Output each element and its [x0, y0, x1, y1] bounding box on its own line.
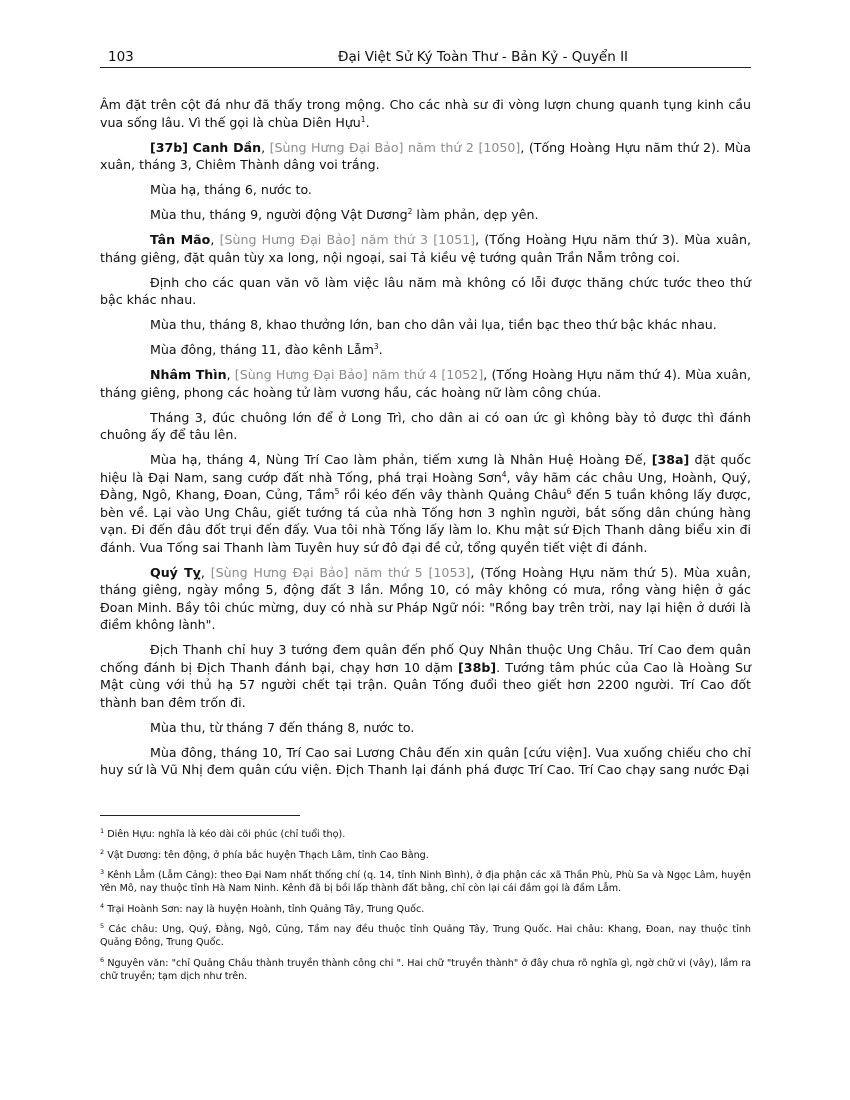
paragraph-tan-mao: Tân Mão, [Sùng Hưng Đại Bảo] năm thứ 3 [1051], (Tống Hoàng Hựu năm thứ 3). Mùa xuân, tháng giêng, đặt quân tùy xa long, nội ngoại, sai Tả kiều vệ tướng quân Trần Nẫm trông coi.	[100, 232, 752, 265]
footnote-separator	[100, 815, 300, 816]
footnote-5: $^5$ Các châu: Ung, Quý, Đằng, Ngô, Củng, Tầm nay đều thuộc tỉnh Quảng Tây, Trung Quốc. Hai châu: Khang, Đoan, nay thuộc tỉnh Quảng Đông, Trung Quốc.	[100, 921, 751, 948]
era-note: [Sùng Hưng Đại Bảo] năm thứ 5 [1053]	[210, 564, 471, 580]
footnote-1: $^1$ Diên Hựu: nghĩa là kéo dài cõi phúc (chỉ tuổi thọ).	[100, 826, 346, 840]
era-note: [Sùng Hưng Đại Bảo] năm thứ 4 [1052]	[234, 367, 484, 382]
footnote-ref-6[interactable]: 6	[566, 486, 572, 496]
footnote-6: $^6$ Nguyên văn: "chỉ Quảng Châu thành truyền thành công chi ". Hai chữ "truyền thành" ở đây chưa rõ nghĩa gì, ngờ chữ vi (vây), lầm ra chữ truyền; tạm dịch như trên.	[100, 955, 751, 982]
paragraph-nham-thin: Nhâm Thìn, [Sùng Hưng Đại Bảo] năm thứ 4 [1052], (Tống Hoàng Hựu năm thứ 4). Mùa xuân, tháng giêng, phong các hoàng tử làm vương hầu, các hoàng nữ làm công chúa.	[100, 367, 751, 400]
footnote-ref-1[interactable]: 1	[360, 114, 366, 124]
footnotes	[100, 828, 751, 990]
page-number: 103	[108, 49, 134, 65]
year-heading-nham-thin: Nhâm Thìn	[150, 367, 227, 382]
paragraph-8: Mùa đông, tháng 11, đào kênh Lẫm$^3$.	[150, 341, 383, 357]
page-header	[100, 47, 751, 68]
paragraph-1: Âm đặt trên cột đá như đã thấy trong mộng. Cho các nhà sư đi vòng lượn chung quanh tụng kinh cầu vua sống lâu. Vì thế gọi là chùa Diên Hựu$^1$.	[100, 97, 751, 130]
era-note: [Sùng Hưng Đại Bảo] năm thứ 3 [1051]	[219, 232, 476, 247]
paragraph-7: Mùa thu, tháng 8, khao thưởng lớn, ban cho dân vải lụa, tiền bạc theo thứ bậc khác nhau.	[150, 317, 717, 332]
paragraph-canh-dan: [37b] Canh Dần, [Sùng Hưng Đại Bảo] năm thứ 2 [1050], (Tống Hoàng Hựu năm thứ 2). Mùa xuân, tháng 3, Chiêm Thành dâng voi trắng.	[100, 139, 751, 172]
page-ref-38a: [38a]	[651, 452, 690, 467]
year-heading-canh-dan: Canh Dần	[192, 139, 262, 155]
paragraph-10: Tháng 3, đúc chuông lớn để ở Long Trì, cho dân ai có oan ức gì không bày tỏ được thì đánh chuông ấy để tâu lên.	[100, 409, 751, 442]
main-text	[100, 96, 751, 786]
era-note: [Sùng Hưng Đại Bảo] năm thứ 2 [1050]	[269, 139, 521, 155]
paragraph-6: Định cho các quan văn võ làm việc lâu năm mà không có lỗi được thăng chức tước theo thứ bậc khác nhau.	[100, 274, 751, 307]
paragraph-4: Mùa thu, tháng 9, người động Vật Dương$^2$ làm phản, dẹp yên.	[150, 206, 539, 222]
footnote-2: $^2$ Vật Dương: tên động, ở phía bắc huyện Thạch Lâm, tỉnh Cao Bằng.	[100, 847, 429, 861]
running-title: Đại Việt Sử Ký Toàn Thư - Bản Kỷ - Quyển II	[338, 49, 629, 65]
paragraph-quy-ty: Quý Tỵ, [Sùng Hưng Đại Bảo] năm thứ 5 [1053], (Tống Hoàng Hựu năm thứ 5). Mùa xuân, tháng giêng, ngày mồng 5, động đất 3 lần. Mồng 10, có mây không có mưa, rồng vàng hiện ở gác Đoan Minh. Bầy tôi chúc mừng, duy có nhà sư Pháp Ngữ nói: "Rồng bay trên trời, nay lại hiện ở dưới là điềm không lành".	[100, 564, 751, 632]
footnote-ref-2[interactable]: 2	[407, 206, 413, 216]
paragraph-3: Mùa hạ, tháng 6, nước to.	[150, 182, 312, 197]
footnote-ref-4[interactable]: 4	[501, 469, 507, 479]
page-ref-37b: [37b]	[150, 139, 189, 155]
footnote-4: $^4$ Trại Hoành Sơn: nay là huyện Hoành, tỉnh Quảng Tây, Trung Quốc.	[100, 901, 425, 915]
page-ref-38b: [38b]	[458, 659, 497, 675]
footnote-ref-3[interactable]: 3	[373, 341, 379, 351]
footnote-ref-5[interactable]: 5	[334, 486, 340, 496]
footnote-3: $^3$ Kênh Lẫm (Lẫm Cảng): theo Đại Nam nhất thống chí (q. 14, tỉnh Ninh Bình), ở địa phận các xã Thần Phù, Phù Sa và Ngọc Lâm, huyện Yên Mô, nay thuộc tỉnh Hà Nam Ninh. Kênh đã bị bồi lấp thành đất bằng, chỉ còn lại cái đầm gọi là đầm Lẫm.	[100, 867, 751, 894]
year-heading-tan-mao: Tân Mão	[150, 232, 211, 247]
paragraph-13: Địch Thanh chỉ huy 3 tướng đem quân đến phố Quy Nhân thuộc Ung Châu. Trí Cao đem quân chống đánh bị Địch Thanh đánh bại, chạy hơn 10 dặm [38b]. Tướng tâm phúc của Cao là Hoàng Sư Mật cùng với thủ hạ 57 người chết tại trận. Quân Tống đuổi theo giết hơn 2200 người. Trí Cao đốt thành ban đêm trốn đi.	[100, 642, 751, 710]
paragraph-15: Mùa đông, tháng 10, Trí Cao sai Lương Châu đến xin quân [cứu viện]. Vua xuống chiếu cho chỉ huy sứ là Vũ Nhị đem quân cứu viện. Địch Thanh lại đánh phá được Trí Cao. Trí Cao chạy sang nước Đại	[100, 744, 751, 777]
year-heading-quy-ty: Quý Tỵ	[150, 564, 201, 580]
paragraph-14: Mùa thu, từ tháng 7 đến tháng 8, nước to.	[150, 719, 415, 735]
paragraph-11: Mùa hạ, tháng 4, Nùng Trí Cao làm phản, tiếm xưng là Nhân Huệ Hoàng Đế, [38a] đặt quốc hiệu là Đại Nam, sang cướp đất nhà Tống, phá trại Hoàng Sơn$^4$, vây hãm các châu Ung, Hoành, Quý, Đằng, Ngô, Khang, Đoan, Củng, Tầm$^5$ rồi kéo đến vây thành Quảng Châu$^6$ đến 5 tuần không lấy được, bèn về. Lại vào Ung Châu, giết tướng tá của nhà Tống hơn 3 nghìn người, bắt sống dân chúng hàng vạn. Đi đến đâu đốt trụi đến đấy. Vua tôi nhà Tống lấy làm lo. Khu mật sứ Địch Thanh dâng biểu xin đi đánh. Vua Tống sai Thanh làm Tuyên huy sứ đô đại đề cử, tổng quyền tiết việt đi đánh.	[100, 452, 751, 555]
